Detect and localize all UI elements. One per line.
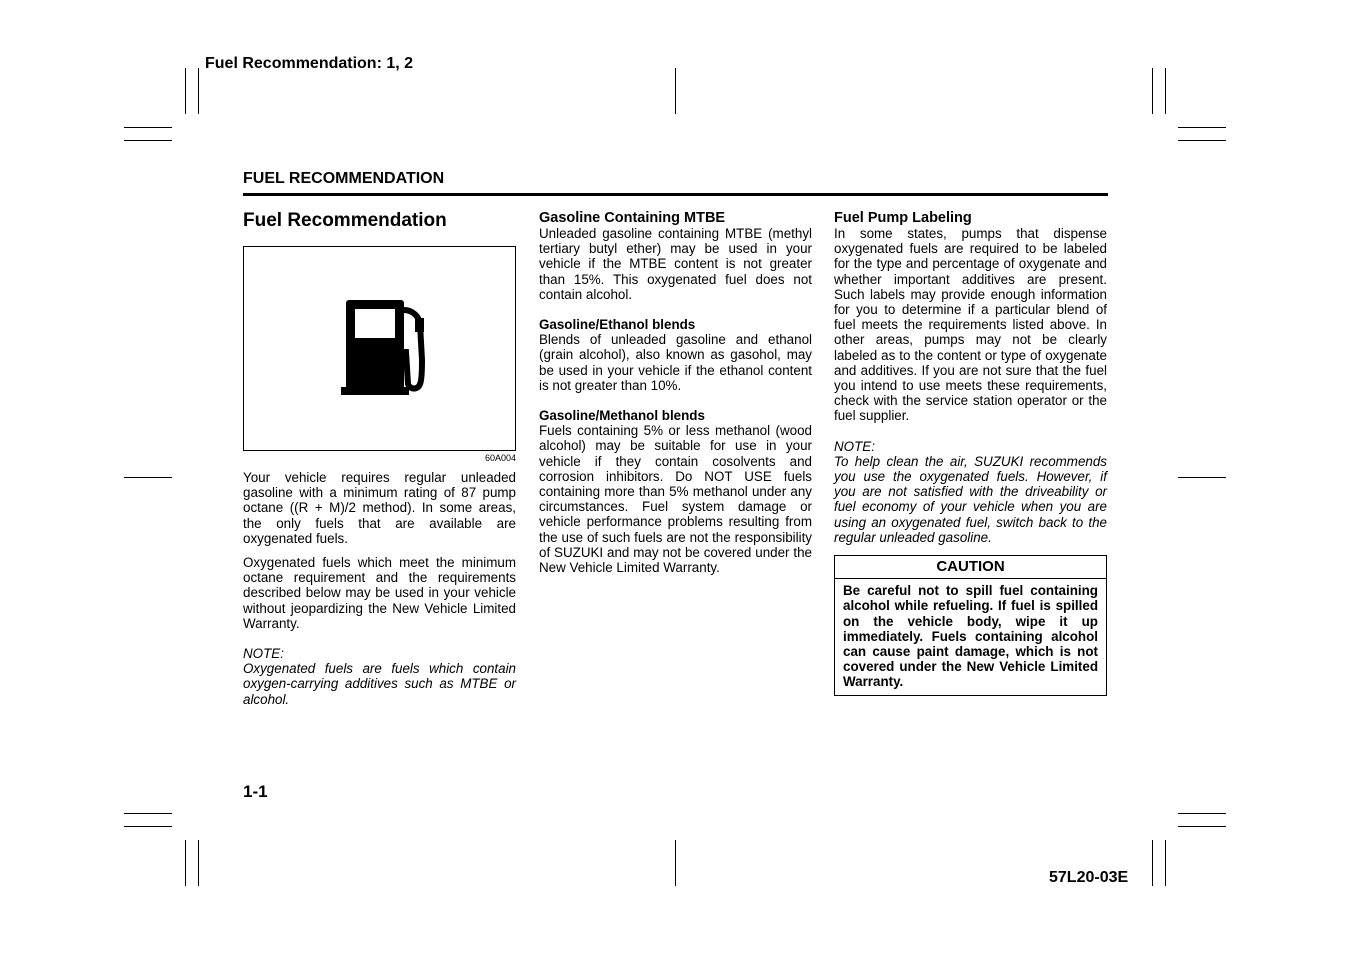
- column-right: [834, 210, 1107, 696]
- paragraph: Unleaded gasoline containing MTBE (methyl tertiary butyl ether) may be used in your vehicle if the MTBE content is not greater than 15%. This oxygenated fuel does not contain alcohol.: [539, 226, 812, 302]
- section-heading: Gasoline/Ethanol blends: [539, 317, 696, 333]
- crop-mark: [1178, 140, 1226, 141]
- page-number: 1-1: [243, 782, 268, 801]
- note-text: To help clean the air, SUZUKI recommends you use the oxygenated fuels. However, if you are not satisfied with the driveability or fuel economy of your vehicle when you are using an oxygenated fuel, switch back to the regular unleaded gasoline.: [834, 453, 1107, 545]
- fuel-pump-icon: [340, 300, 430, 400]
- caution-text: Be careful not to spill fuel containing alcohol while refueling. If fuel is spilled on the vehicle body, wipe it up immediately. Fuels containing alcohol can cause paint damage, which is not covered under the New Vehicle Limited Warranty.: [843, 583, 1098, 690]
- caution-title: CAUTION: [835, 556, 1106, 579]
- crop-mark: [124, 127, 172, 128]
- section-header: FUEL RECOMMENDATION: [243, 170, 445, 187]
- note-label: NOTE:: [834, 438, 875, 454]
- section-heading: Gasoline Containing MTBE: [539, 210, 726, 226]
- paragraph: Fuels containing 5% or less methanol (wood alcohol) may be suitable for use in your vehicle if they contain cosolvents and corrosion inhibitors. Do NOT USE fuels containing more than 5% methanol under any circumstances. Fuel system damage or vehicle performance problems resulting from the use of such fuels are not the responsibility of SUZUKI and may not be covered under the New Vehicle Limited Warranty.: [539, 423, 812, 576]
- header-rule: [243, 193, 1108, 196]
- paragraph: Blends of unleaded gasoline and ethanol (grain alcohol), also known as gasohol, may be used in your vehicle if the ethanol content is not greater than 10%.: [539, 332, 812, 393]
- crop-mark: [675, 840, 676, 886]
- page-title: Fuel Recommendation: [243, 210, 447, 231]
- paragraph: Oxygenated fuels which meet the minimum octane requirement and the requirements described below may be used in your vehicle without jeopardizing the New Vehicle Limited Warranty.: [243, 555, 516, 631]
- section-heading: Gasoline/Methanol blends: [539, 408, 705, 424]
- crop-mark: [1178, 477, 1226, 478]
- note-text: Oxygenated fuels are fuels which contain oxygen-carrying additives such as MTBE or alcohol.: [243, 661, 516, 707]
- section-heading: Fuel Pump Labeling: [834, 210, 972, 226]
- crop-mark: [1178, 127, 1226, 128]
- paragraph: Your vehicle requires regular unleaded gasoline with a minimum rating of 87 pump octane ((R + M)/2 method). In some areas, the only fuels that are available are oxygenated fuels.: [243, 470, 516, 546]
- document-code: 57L20-03E: [1049, 869, 1129, 886]
- crop-mark: [124, 826, 172, 827]
- crop-mark: [1152, 68, 1153, 114]
- note-label: NOTE:: [243, 646, 284, 662]
- crop-mark: [1178, 826, 1226, 827]
- crop-mark: [198, 840, 199, 886]
- crop-mark: [185, 68, 186, 114]
- crop-mark: [124, 813, 172, 814]
- paragraph: In some states, pumps that dispense oxygenated fuels are required to be labeled for the type and percentage of oxygenate and whether important additives are present. Such labels may provide enough information for you to determine if a particular blend of fuel meets the requirements listed above. In other areas, pumps may not be clearly labeled as to the content or type of oxygenate and additives. If you are not sure that the fuel you intend to use meets these requirements, check with the service station operator or the fuel supplier.: [834, 226, 1107, 424]
- crop-mark: [675, 68, 676, 114]
- crop-mark: [124, 140, 172, 141]
- column-left: [243, 210, 516, 707]
- crop-mark: [198, 68, 199, 114]
- caution-box: [834, 555, 1107, 696]
- crop-mark: [1152, 840, 1153, 886]
- figure-code: 60A004: [484, 453, 516, 463]
- top-label: Fuel Recommendation: 1, 2: [205, 55, 414, 72]
- crop-mark: [185, 840, 186, 886]
- crop-mark: [1165, 68, 1166, 114]
- crop-mark: [124, 477, 172, 478]
- crop-mark: [1165, 840, 1166, 886]
- figure-box: [243, 246, 516, 451]
- crop-mark: [1178, 813, 1226, 814]
- column-middle: [539, 210, 812, 575]
